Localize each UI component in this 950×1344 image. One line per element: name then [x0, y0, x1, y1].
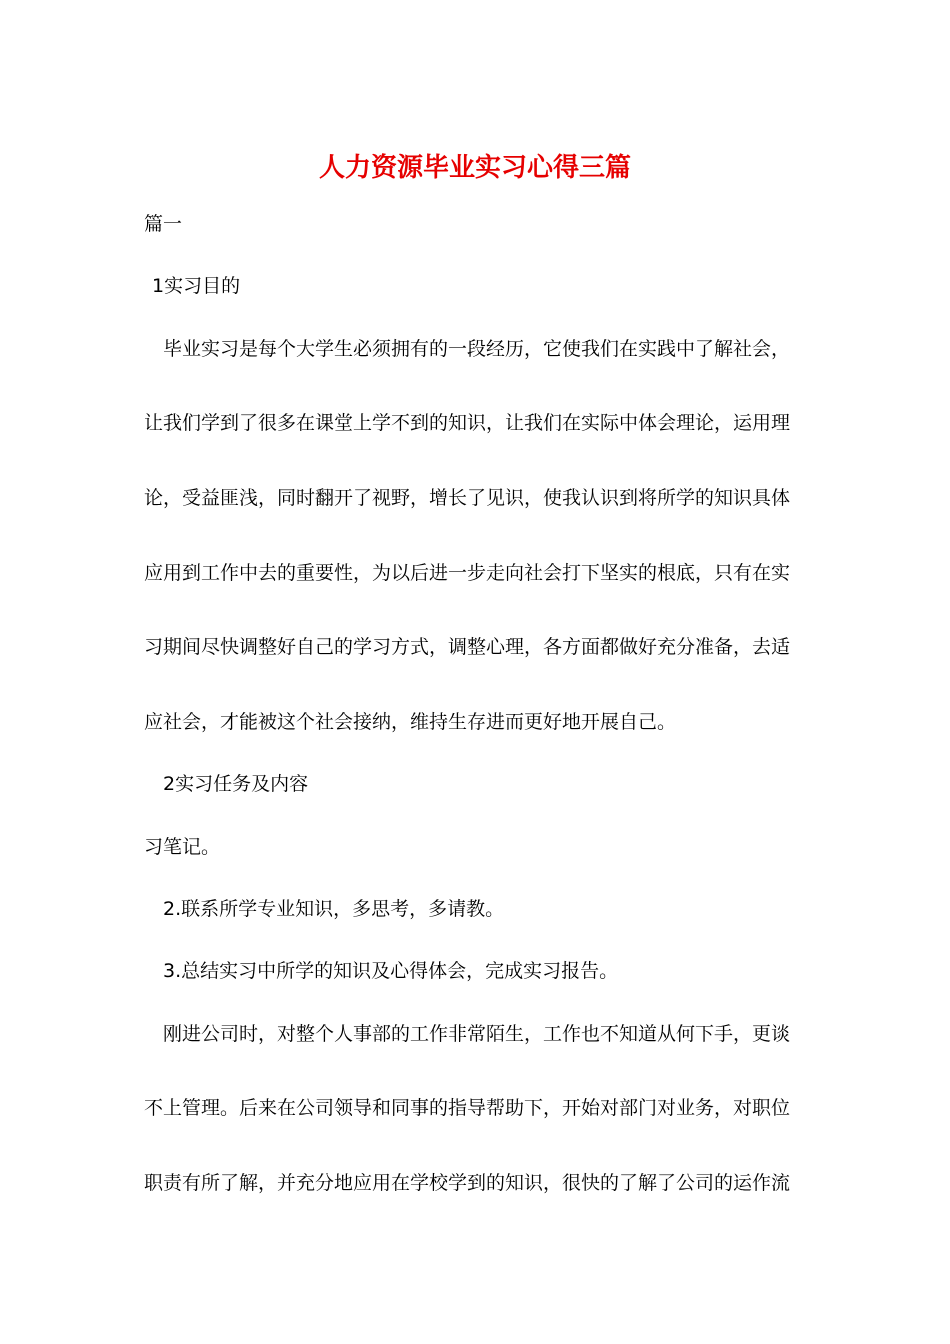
paragraph-line-10: 职责有所了解，并充分地应用在学校学到的知识，很快的了解了公司的运作流	[144, 1172, 791, 1194]
paragraph-line-4: 应用到工作中去的重要性，为以后进一步走向社会打下坚实的根底，只有在实	[144, 562, 791, 584]
subheading-tasks: 2实习任务及内容	[163, 773, 309, 795]
section-heading-part-one: 篇一	[144, 213, 183, 235]
paragraph-line-3: 论，受益匪浅，同时翻开了视野，增长了见识，使我认识到将所学的知识具体	[144, 487, 791, 509]
paragraph-line-2: 让我们学到了很多在课堂上学不到的知识，让我们在实际中体会理论，运用理	[144, 412, 791, 434]
paragraph-line-1: 毕业实习是每个大学生必须拥有的一段经历，它使我们在实践中了解社会，	[163, 338, 791, 360]
paragraph-line-8: 刚进公司时，对整个人事部的工作非常陌生，工作也不知道从何下手，更谈	[163, 1023, 791, 1045]
paragraph-line-9: 不上管理。后来在公司领导和同事的指导帮助下，开始对部门对业务，对职位	[144, 1097, 791, 1119]
document-title: 人力资源毕业实习心得三篇	[318, 153, 631, 183]
paragraph-line-6: 应社会，才能被这个社会接纳，维持生存进而更好地开展自己。	[144, 711, 677, 733]
list-item-2: 2.联系所学专业知识，多思考，多请教。	[163, 898, 505, 920]
paragraph-line-5: 习期间尽快调整好自己的学习方式，调整心理，各方面都做好充分准备，去适	[144, 636, 791, 658]
list-item-3: 3.总结实习中所学的知识及心得体会，完成实习报告。	[163, 960, 619, 982]
paragraph-line-7: 习笔记。	[144, 836, 221, 858]
subheading-purpose: 1实习目的	[152, 275, 241, 297]
